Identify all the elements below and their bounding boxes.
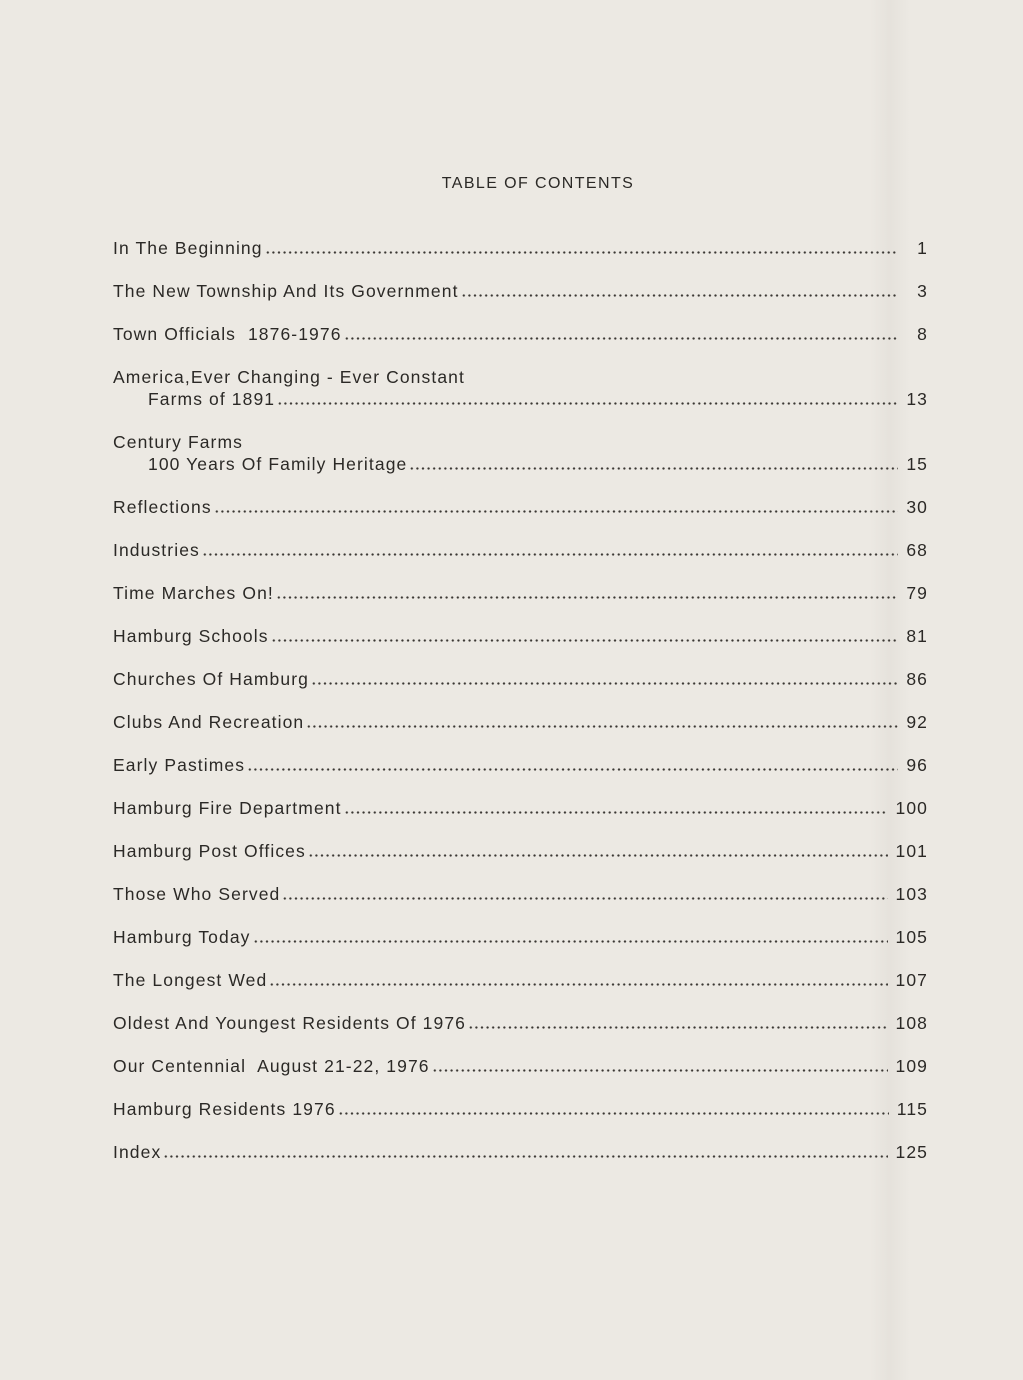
entry-label: Hamburg Today	[113, 927, 251, 947]
dot-leader	[276, 596, 898, 599]
dot-leader	[306, 725, 898, 728]
page-number: 108	[895, 1013, 928, 1033]
page-number: 86	[906, 669, 928, 689]
entry-label: Reflections	[113, 497, 212, 517]
toc-entry	[113, 280, 928, 302]
dot-leader	[338, 1112, 889, 1115]
dot-leader	[214, 510, 898, 513]
toc-entry	[113, 969, 928, 991]
page-number: 15	[906, 454, 928, 474]
toc-entry	[113, 926, 928, 948]
page-number: 3	[917, 281, 928, 301]
toc-entry	[113, 366, 928, 410]
entry-label: Hamburg Residents 1976	[113, 1099, 336, 1119]
toc-entry	[113, 625, 928, 647]
toc-entry	[113, 797, 928, 819]
entry-label: Industries	[113, 540, 200, 560]
entry-label: Oldest And Youngest Residents Of 1976	[113, 1013, 467, 1033]
dot-leader	[271, 639, 898, 642]
dot-leader	[461, 294, 898, 297]
toc-entry	[113, 496, 928, 518]
dot-leader	[432, 1069, 888, 1072]
page-number: 105	[895, 927, 928, 947]
dot-leader	[269, 983, 887, 986]
page-number: 1	[917, 238, 928, 258]
dot-leader	[468, 1026, 887, 1029]
toc-entry	[113, 582, 928, 604]
page-title: TABLE OF CONTENTS	[441, 175, 635, 192]
entry-label: Early Pastimes	[113, 755, 246, 775]
page-number: 107	[895, 970, 928, 990]
entry-label: Clubs And Recreation	[113, 712, 305, 732]
page-number: 81	[906, 626, 928, 646]
dot-leader	[247, 768, 898, 771]
entry-label: Hamburg Post Offices	[113, 841, 306, 861]
dot-leader	[409, 467, 898, 470]
dot-leader	[282, 897, 887, 900]
page-number: 103	[895, 884, 928, 904]
entry-label: Those Who Served	[113, 884, 281, 904]
entry-heading: Century Farms	[113, 432, 244, 452]
toc-entry	[113, 431, 928, 475]
page-number: 13	[906, 389, 928, 409]
entry-label: 100 Years Of Family Heritage	[148, 454, 408, 474]
toc-entry	[113, 1141, 928, 1163]
toc-entry	[113, 668, 928, 690]
page-number: 68	[906, 540, 928, 560]
page-number: 109	[895, 1056, 928, 1076]
entry-heading: America,Ever Changing - Ever Constant	[113, 367, 465, 387]
entry-label: Our Centennial August 21-22, 1976	[113, 1056, 430, 1076]
dot-leader	[308, 854, 888, 857]
entry-label: The Longest Wed	[113, 970, 268, 990]
dot-leader	[202, 553, 898, 556]
entry-label: Index	[113, 1142, 162, 1162]
page-number: 79	[906, 583, 928, 603]
toc-entry	[113, 754, 928, 776]
dot-leader	[344, 337, 898, 340]
dot-leader	[277, 402, 898, 405]
toc-entry	[113, 323, 928, 345]
dot-leader	[265, 251, 898, 254]
table-of-contents	[113, 237, 928, 1184]
toc-entry	[113, 1055, 928, 1077]
dot-leader	[344, 811, 888, 814]
entry-label: Time Marches On!	[113, 583, 274, 603]
toc-entry	[113, 539, 928, 561]
entry-label: Churches Of Hamburg	[113, 669, 309, 689]
toc-entry	[113, 711, 928, 733]
page-number: 101	[895, 841, 928, 861]
toc-entry	[113, 237, 928, 259]
dot-leader	[311, 682, 898, 685]
page-number: 8	[917, 324, 928, 344]
entry-label: Town Officials 1876-1976	[113, 324, 342, 344]
toc-entry	[113, 883, 928, 905]
entry-label: Farms of 1891	[148, 389, 276, 409]
page-number: 125	[895, 1142, 928, 1162]
page-number: 100	[895, 798, 928, 818]
dot-leader	[253, 940, 888, 943]
page-number: 92	[906, 712, 928, 732]
toc-entry	[113, 1012, 928, 1034]
toc-entry	[113, 840, 928, 862]
page-number: 30	[906, 497, 928, 517]
entry-label: In The Beginning	[113, 238, 263, 258]
toc-entry	[113, 1098, 928, 1120]
entry-label: Hamburg Schools	[113, 626, 269, 646]
entry-label: Hamburg Fire Department	[113, 798, 342, 818]
page-number: 96	[906, 755, 928, 775]
page-number: 115	[896, 1099, 928, 1119]
entry-label: The New Township And Its Government	[113, 281, 459, 301]
dot-leader	[163, 1155, 887, 1158]
